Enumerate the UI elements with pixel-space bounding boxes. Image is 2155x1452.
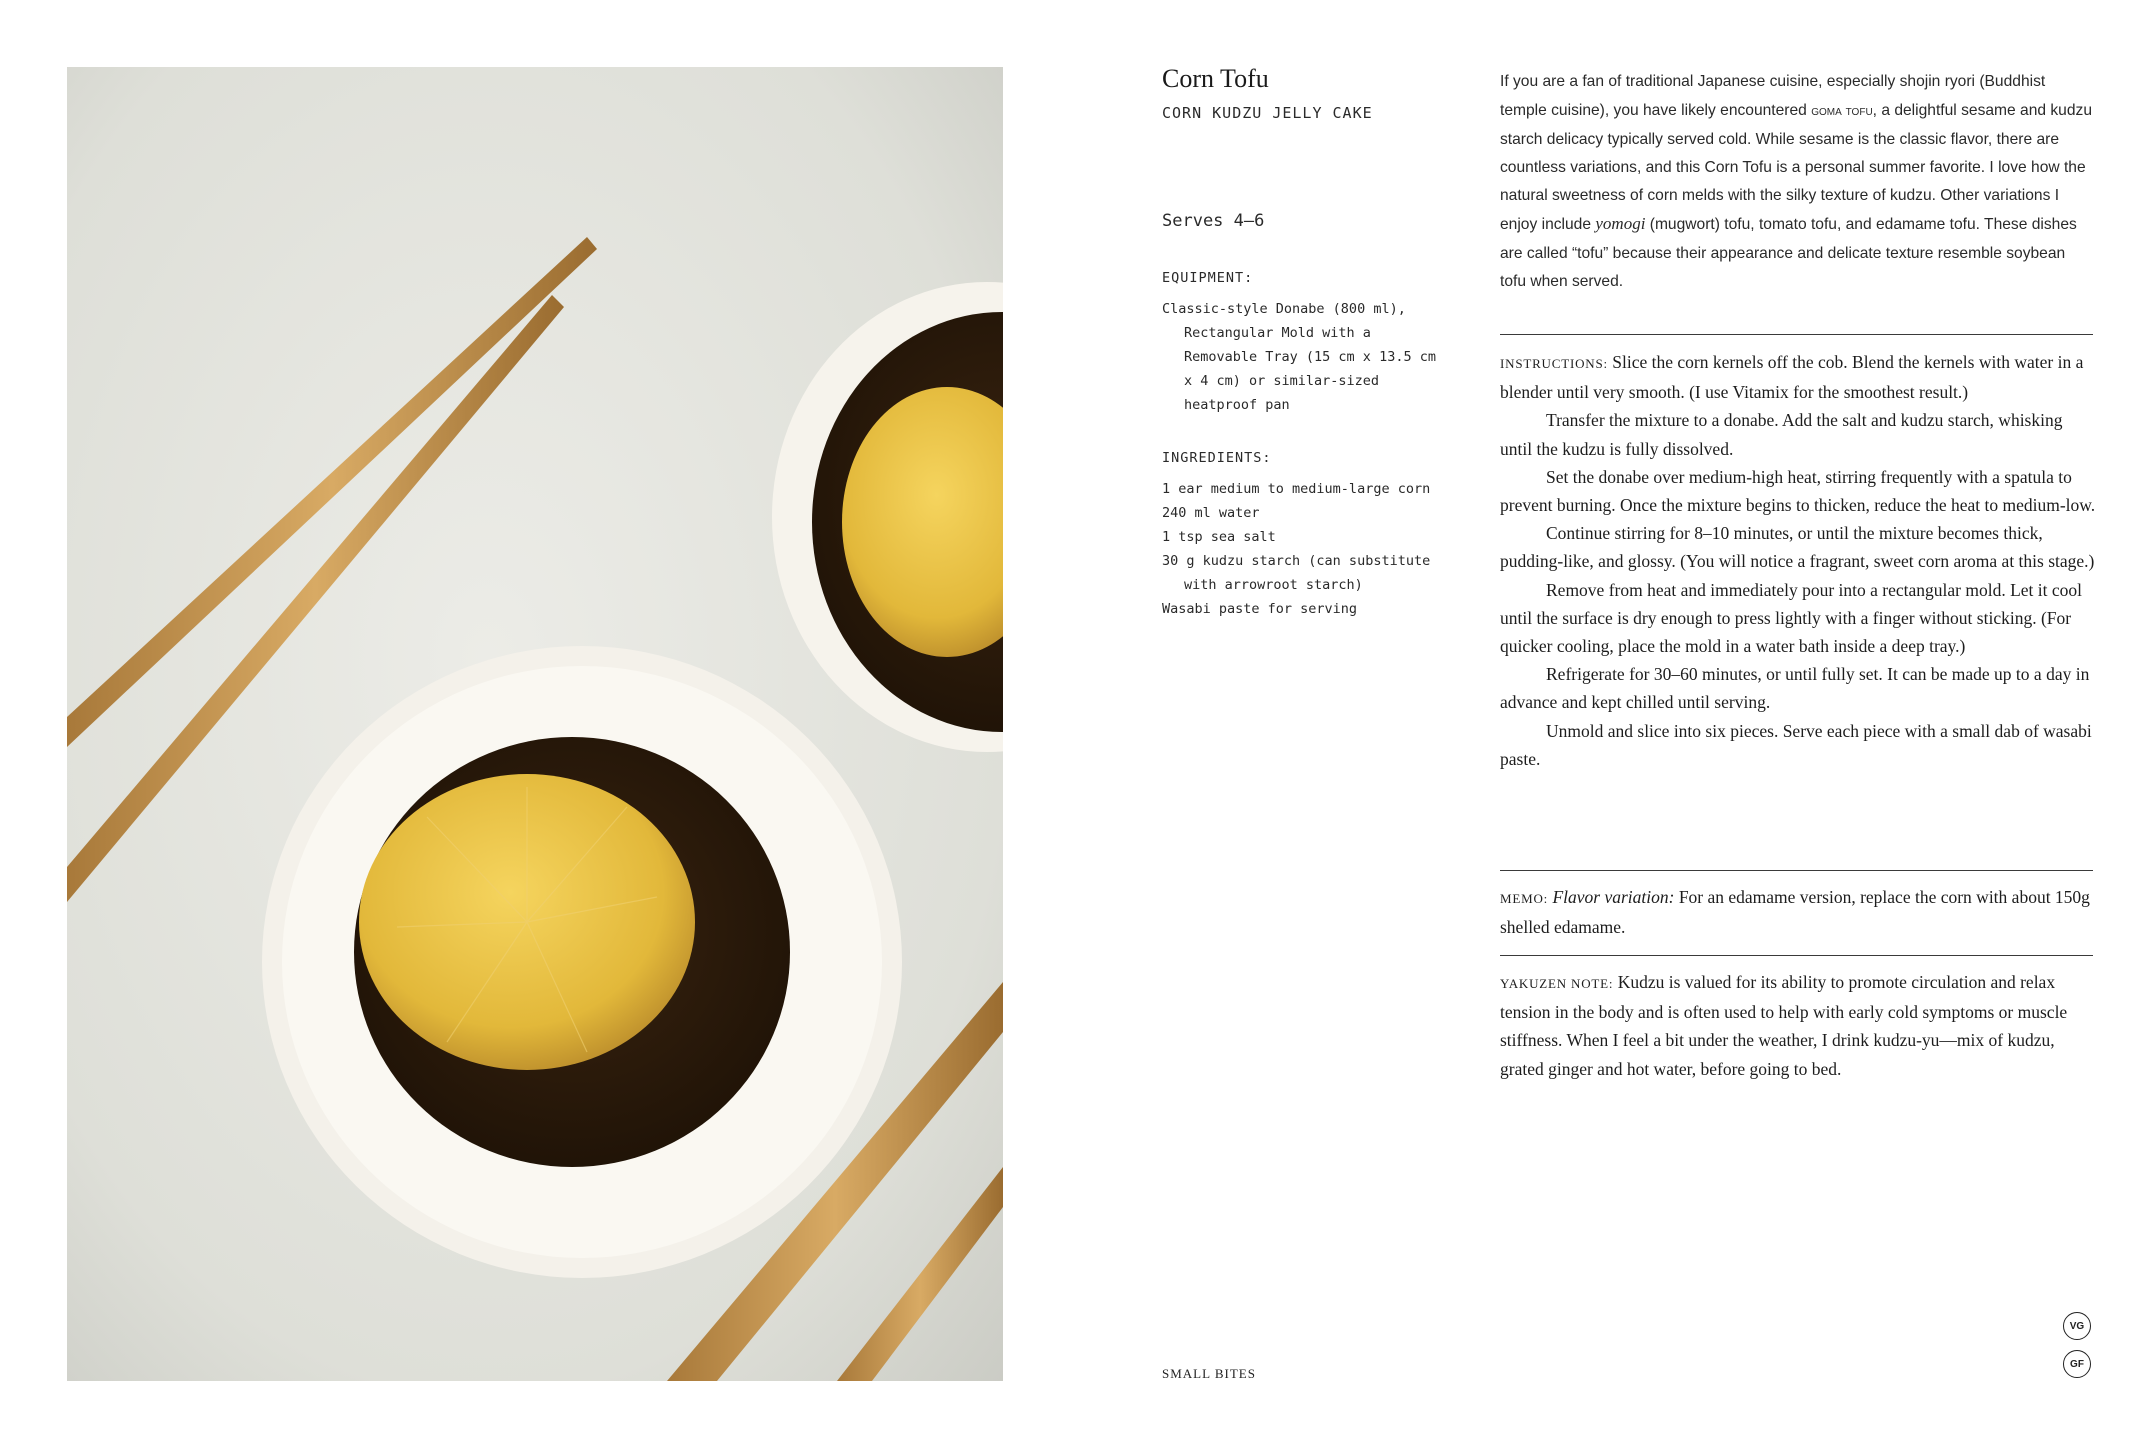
ingredient-item: 1 tsp sea salt [1162, 529, 1276, 545]
dish-photo [67, 67, 1003, 1381]
instruction-step [1500, 348, 2098, 406]
ingredients-heading: INGREDIENTS: [1162, 450, 1272, 466]
intro-text: If you are a fan of traditional Japanese cuisine, especially shojin ryori (Buddhist temple cuisine), you have likely encountered [1500, 73, 2046, 120]
section-footer: SMALL BITES [1162, 1366, 1256, 1381]
instructions-label: INSTRUCTIONS: [1500, 356, 1608, 371]
gluten-free-badge-icon: GF [2063, 1350, 2091, 1378]
yakuzen-label: YAKUZEN NOTE: [1500, 976, 1614, 991]
memo-label: MEMO: [1500, 891, 1549, 906]
instruction-step: Remove from heat and immediately pour into a rectangular mold. Let it cool until the surface is dry enough to press lightly with a finger without sticking. (For quicker cooling, place the mold in a water bath inside a deep tray.) [1500, 579, 2083, 657]
divider [1500, 334, 2093, 335]
instruction-step-text: Slice the corn kernels off the cob. Blend the kernels with water in a blender until very smooth. (I use Vitamix for the smoothest result.) [1500, 352, 2084, 403]
instruction-step: Unmold and slice into six pieces. Serve each piece with a small dab of wasabi paste. [1500, 720, 2092, 769]
instruction-step: Continue stirring for 8–10 minutes, or until the mixture becomes thick, pudding-like, and glossy. (You will notice a fragrant, sweet corn aroma at this stage.) [1500, 523, 2095, 572]
memo-section [1500, 883, 2098, 941]
yakuzen-text [1500, 968, 2098, 1083]
intro-text: (mugwort) tofu, tomato tofu, and edamame tofu. These dishes are called “tofu” because their appearance and delicate texture resemble soybean tofu when served. [1500, 216, 2077, 291]
equipment-section [1162, 270, 1442, 417]
instruction-step: Set the donabe over medium-high heat, stirring frequently with a spatula to prevent burning. Once the mixture begins to thicken, reduce the heat to medium-low. [1500, 466, 2096, 516]
dish-photo-illustration [67, 67, 1003, 1381]
equipment-item: Classic-style Donabe (800 ml), Rectangular Mold with a Removable Tray (15 cm x 13.5 cm x 4 cm) or similar-sized heatproof pan [1162, 301, 1436, 413]
divider [1500, 870, 2093, 871]
ingredient-item: 240 ml water [1162, 505, 1260, 521]
servings: Serves 4–6 [1162, 211, 1265, 231]
memo-text [1500, 883, 2098, 941]
vegan-badge-icon: VG [2063, 1312, 2091, 1340]
instruction-step: Transfer the mixture to a donabe. Add the salt and kudzu starch, whisking until the kudzu is fully dissolved. [1500, 410, 2063, 459]
instructions-section [1500, 348, 2098, 773]
ingredient-item: 30 g kudzu starch (can substitute with arrowroot starch) [1162, 553, 1431, 593]
intro-paragraph [1500, 68, 2093, 296]
yomogi-term: yomogi [1595, 214, 1646, 234]
ingredients-section [1162, 450, 1442, 621]
recipe-subtitle: CORN KUDZU JELLY CAKE [1162, 104, 1373, 122]
ingredient-item: Wasabi paste for serving [1162, 601, 1358, 617]
yakuzen-body: Kudzu is valued for its ability to promote circulation and relax tension in the body and is often used to help with early cold symptoms or muscle stiffness. When I feel a bit under the weather, I drink kudzu-yu—mix of kudzu, grated ginger and hot water, before going to bed. [1500, 972, 2068, 1079]
ingredient-item: 1 ear medium to medium-large corn [1162, 481, 1431, 497]
divider [1500, 955, 2093, 956]
intro-text: , a delightful sesame and kudzu starch delicacy typically served cold. While sesame is the classic flavor, there are countless variations, and this Corn Tofu is a personal summer favorite. I love how the natural sweetness of corn melds with the silky texture of kudzu. Other variations I enjoy include [1500, 102, 2092, 234]
equipment-heading: EQUIPMENT: [1162, 270, 1254, 286]
goma-tofu-term: goma tofu [1811, 102, 1873, 119]
instruction-step: Refrigerate for 30–60 minutes, or until fully set. It can be made up to a day in advance and kept chilled until serving. [1500, 664, 2090, 713]
recipe-title: Corn Tofu [1162, 64, 1269, 93]
memo-emphasis: Flavor variation: [1552, 887, 1675, 907]
yakuzen-section [1500, 968, 2098, 1083]
memo-body: For an edamame version, replace the corn with about 150g shelled edamame. [1500, 887, 2090, 938]
